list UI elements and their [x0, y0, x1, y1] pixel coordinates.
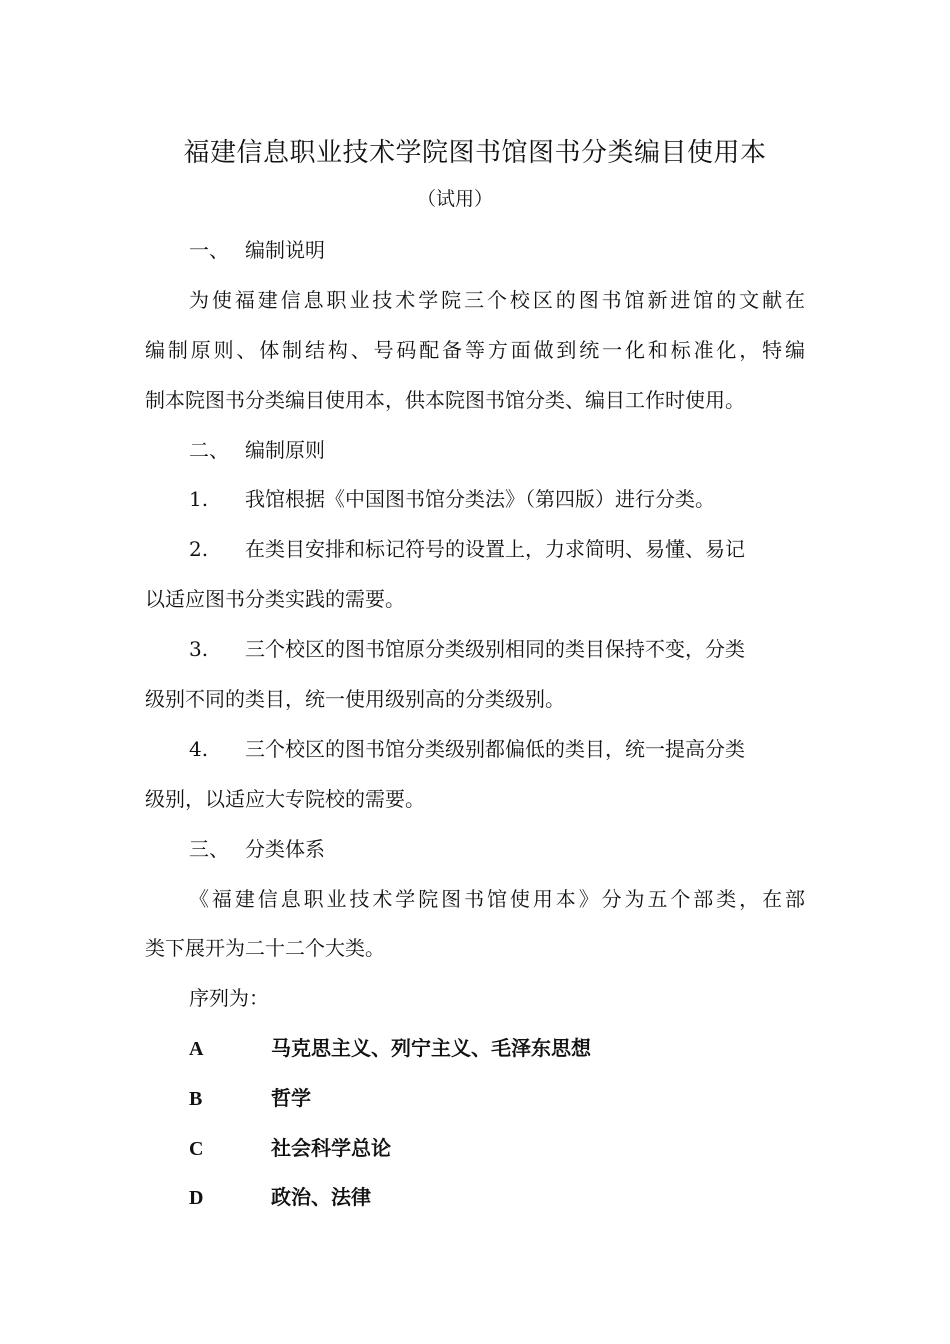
paragraph-line: 制本院图书分类编目使用本，供本院图书馆分类、编目工作时使用。: [145, 388, 745, 412]
section-number: 三、: [189, 837, 229, 861]
class-letter: C: [189, 1138, 204, 1160]
class-letter: D: [189, 1187, 204, 1209]
paragraph-line: 类下展开为二十二个大类。: [145, 936, 385, 960]
list-item: [189, 634, 745, 664]
sequence-label: 序列为：: [189, 986, 269, 1010]
section-heading-3: [189, 834, 325, 864]
class-name: 社会科学总论: [271, 1136, 391, 1160]
class-row: [189, 1182, 371, 1213]
section-number: 一、: [189, 238, 229, 262]
paragraph-line: 编制原则、体制结构、号码配备等方面做到统一化和标准化，特编: [145, 338, 805, 362]
document-subtitle: （试用）: [416, 188, 493, 210]
class-name: 哲学: [271, 1086, 311, 1110]
class-row: [189, 1133, 391, 1164]
section-heading-text: 编制说明: [245, 238, 325, 262]
list-item-continuation: 级别，以适应大专院校的需要。: [145, 787, 425, 811]
list-item: [189, 734, 745, 764]
class-letter: B: [189, 1088, 203, 1110]
section-heading-text: 编制原则: [245, 438, 325, 462]
section-number: 二、: [189, 438, 229, 462]
list-item-text: 三个校区的图书馆原分类级别相同的类目保持不变，分类: [245, 637, 745, 661]
list-item-number: 3.: [189, 637, 209, 661]
document-title: 福建信息职业技术学院图书馆图书分类编目使用本: [183, 138, 767, 168]
list-item-text: 在类目安排和标记符号的设置上，力求简明、易懂、易记: [245, 537, 745, 561]
class-row: [189, 1083, 311, 1114]
class-name: 马克思主义、列宁主义、毛泽东思想: [271, 1036, 591, 1060]
list-item-number: 2.: [189, 537, 209, 561]
list-item-continuation: 以适应图书分类实践的需要。: [145, 587, 405, 611]
class-row: [189, 1033, 591, 1064]
list-item-continuation: 级别不同的类目，统一使用级别高的分类级别。: [145, 687, 565, 711]
list-item: [189, 534, 745, 564]
list-item-text: 三个校区的图书馆分类级别都偏低的类目，统一提高分类: [245, 737, 745, 761]
list-item-number: 1.: [189, 487, 209, 511]
section-heading-text: 分类体系: [245, 837, 325, 861]
paragraph-line: 为使福建信息职业技术学院三个校区的图书馆新进馆的文献在: [189, 288, 805, 312]
class-letter: A: [189, 1038, 204, 1060]
class-name: 政治、法律: [271, 1185, 371, 1209]
list-item-number: 4.: [189, 737, 209, 761]
list-item-text: 我馆根据《中国图书馆分类法》（第四版）进行分类。: [245, 487, 715, 511]
section-heading-1: [189, 235, 325, 265]
section-heading-2: [189, 435, 325, 465]
paragraph-line: 《福建信息职业技术学院图书馆使用本》分为五个部类，在部: [189, 887, 805, 911]
list-item: [189, 484, 715, 514]
